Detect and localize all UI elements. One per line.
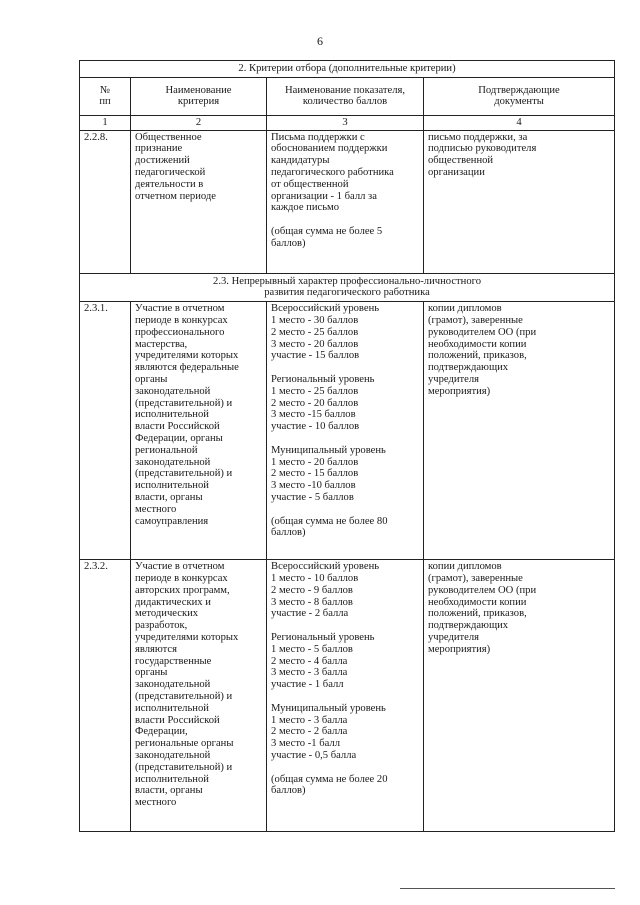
header-documents: Подтверждающие документы: [424, 77, 615, 115]
header-row: [80, 77, 615, 115]
page-number: 6: [317, 34, 323, 48]
criterion-cell: Участие в отчетном периоде в конкурсах авторских программ, дидактических и методических разработок, учредителями которых являются государственные органы законодательной (представительной) и исполнительной власти Российской Федерации, региональные органы законодательной (представительной) и исполнительной власти, органы местного: [131, 560, 267, 832]
column-number: 4: [424, 115, 615, 130]
header-no: № пп: [80, 77, 131, 115]
header-criterion: Наименование критерия: [131, 77, 267, 115]
row-number: 2.3.1.: [80, 302, 131, 560]
criterion-cell: Участие в отчетном периоде в конкурсах профессионального мастерства, учредителями которых являются федеральные органы законодательной (представительной) и исполнительной власти Российской Федерации, органы региональной законодательной (представительной) и исполнительной власти, органы местного самоуправления: [131, 302, 267, 560]
table-row: [80, 302, 615, 560]
indicator-cell: Письма поддержки с обоснованием поддержки кандидатуры педагогического работника от общественной организации - 1 балл за каждое письмо (общая сумма не более 5 баллов): [267, 130, 424, 273]
criteria-table: [79, 60, 615, 832]
section-title: 2. Критерии отбора (дополнительные критерии): [80, 61, 615, 78]
section-title-row: [80, 61, 615, 78]
table-row: [80, 560, 615, 832]
row-number: 2.3.2.: [80, 560, 131, 832]
subsection-row: [80, 273, 615, 302]
row-number: 2.2.8.: [80, 130, 131, 273]
documents-cell: копии дипломов (грамот), заверенные руководителем ОО (при необходимости копии положений, приказов, подтверждающих учредителя мероприятия): [424, 560, 615, 832]
header-indicator: Наименование показателя, количество баллов: [267, 77, 424, 115]
subsection-title: 2.3. Непрерывный характер профессионально-личностного развития педагогического работника: [80, 273, 615, 302]
column-number-row: [80, 115, 615, 130]
column-number: 2: [131, 115, 267, 130]
documents-cell: письмо поддержки, за подписью руководителя общественной организации: [424, 130, 615, 273]
table-row: [80, 130, 615, 273]
column-number: 1: [80, 115, 131, 130]
column-number: 3: [267, 115, 424, 130]
indicator-cell: Всероссийский уровень 1 место - 10 баллов 2 место - 9 баллов 3 место - 8 баллов участие - 2 балла Региональный уровень 1 место - 5 баллов 2 место - 4 балла 3 место - 3 балла участие - 1 балл Муниципальный уровень 1 место - 3 балла 2 место - 2 балла 3 место -1 балл участие - 0,5 балла (общая сумма не более 20 баллов): [267, 560, 424, 832]
documents-cell: копии дипломов (грамот), заверенные руководителем ОО (при необходимости копии положений, приказов, подтверждающих учредителя мероприятия): [424, 302, 615, 560]
indicator-cell: Всероссийский уровень 1 место - 30 баллов 2 место - 25 баллов 3 место - 20 баллов участие - 15 баллов Региональный уровень 1 место - 25 баллов 2 место - 20 баллов 3 место -15 баллов участие - 10 баллов Муниципальный уровень 1 место - 20 баллов 2 место - 15 баллов 3 место -10 баллов участие - 5 баллов (общая сумма не более 80 баллов): [267, 302, 424, 560]
criterion-cell: Общественное признание достижений педагогической деятельности в отчетном периоде: [131, 130, 267, 273]
footer-rule: [400, 888, 615, 889]
